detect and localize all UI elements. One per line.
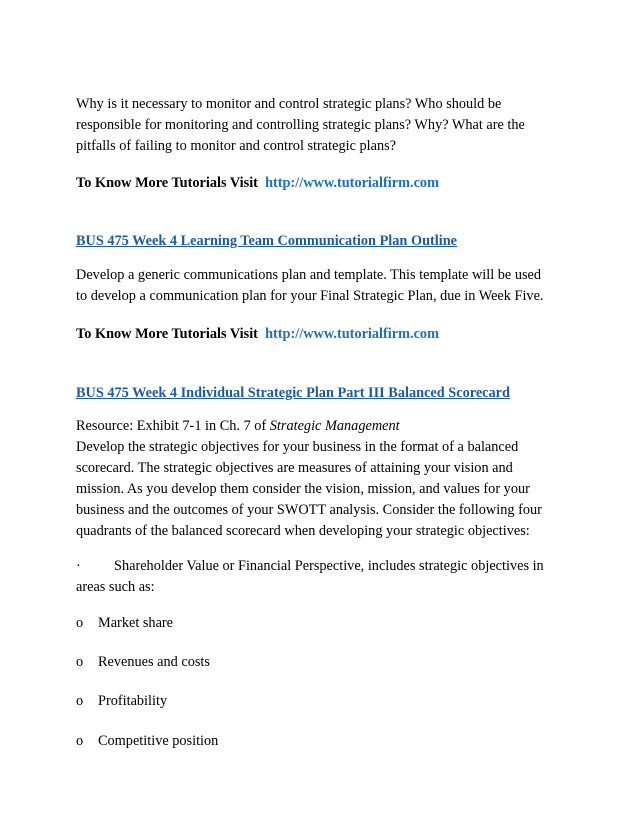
list-item-text: Competitive position [98, 733, 219, 749]
list-item-text: Market share [98, 615, 174, 631]
paragraph-line: scorecard. The strategic objectives are measures of attaining your vision and [76, 460, 513, 476]
question-line-3: pitfalls of failing to monitor and control strategic plans? [76, 138, 397, 154]
paragraph-line: quadrants of the balanced scorecard when developing your strategic objectives: [76, 523, 530, 539]
list-item [76, 613, 173, 634]
bullet-text-continued: areas such as: [76, 579, 155, 595]
list-item [76, 652, 210, 673]
paragraph-line: mission. As you develop them consider the vision, mission, and values for your [76, 481, 530, 497]
list-item-text: Revenues and costs [98, 654, 210, 670]
question-line-1: Why is it necessary to monitor and control strategic plans? Who should be [76, 96, 502, 112]
promo-line-2 [76, 324, 439, 345]
section-2-paragraph [76, 416, 566, 542]
promo-label: To Know More Tutorials Visit [76, 175, 258, 191]
sub-bullet-marker: o [76, 693, 84, 709]
promo-label: To Know More Tutorials Visit [76, 326, 258, 342]
section-1-line-1: Develop a generic communications plan and template. This template will be used [76, 267, 542, 283]
promo-link[interactable]: http://www.tutorialfirm.com [265, 326, 439, 342]
bullet-text: Shareholder Value or Financial Perspective, includes strategic objectives in [114, 558, 544, 574]
bullet-item [76, 556, 566, 598]
paragraph-line: Develop the strategic objectives for your business in the format of a balanced [76, 439, 519, 455]
bullet-marker: · [76, 558, 81, 574]
promo-line-1 [76, 173, 439, 194]
sub-bullet-marker: o [76, 733, 84, 749]
list-item [76, 731, 218, 752]
promo-link[interactable]: http://www.tutorialfirm.com [265, 175, 439, 191]
sub-bullet-marker: o [76, 615, 84, 631]
section-1-heading[interactable]: BUS 475 Week 4 Learning Team Communication Plan Outline [76, 233, 458, 249]
list-item [76, 691, 167, 712]
section-1-paragraph [76, 265, 566, 307]
resource-line [76, 416, 566, 437]
question-line-2: responsible for monitoring and controlling strategic plans? Why? What are the [76, 117, 525, 133]
section-2-heading[interactable]: BUS 475 Week 4 Individual Strategic Plan Part III Balanced Scorecard [76, 385, 510, 401]
resource-prefix: Resource: Exhibit 7-1 in Ch. 7 of [76, 418, 270, 434]
sub-bullet-marker: o [76, 654, 84, 670]
paragraph-line: business and the outcomes of your SWOTT analysis. Consider the following four [76, 502, 542, 518]
section-1-line-2: to develop a communication plan for your Final Strategic Plan, due in Week Five. [76, 288, 544, 304]
resource-book-title: Strategic Management [269, 418, 400, 434]
question-paragraph [76, 94, 566, 157]
list-item-text: Profitability [98, 693, 168, 709]
